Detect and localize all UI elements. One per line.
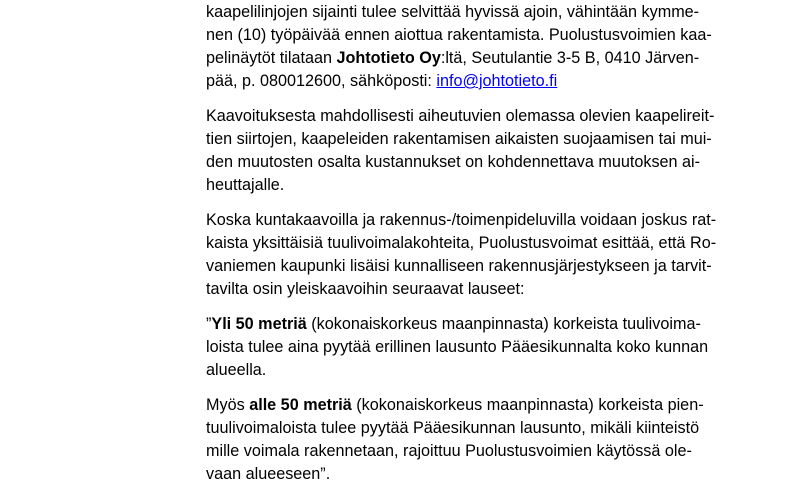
emphasis-over-50m: Yli 50 metriä (211, 315, 307, 333)
text-run: (kokonaiskorkeus maanpinnasta) korkeista tuulivoima- (306, 315, 701, 333)
text-run: (kokonaiskorkeus maanpinnasta) korkeista pien- (351, 396, 704, 414)
text-line (206, 47, 776, 70)
emphasis-under-50m: alle 50 metriä (249, 396, 352, 414)
text-line: alueella. (206, 361, 267, 379)
text-line (206, 313, 776, 336)
contact-text: pää, p. 080012600, sähköposti: (206, 72, 437, 90)
company-name: Johtotieto Oy (336, 49, 441, 67)
text-line: Koska kuntakaavoilla ja rakennus-/toimenpideluvilla voidaan joskus rat- (206, 211, 717, 229)
document-body (206, 1, 776, 498)
text-line (206, 70, 776, 93)
text-line: tien siirtojen, kaapeleiden rakentamisen aikaisten suojaamisen tai mui- (206, 130, 712, 148)
paragraph-cable-lines (206, 1, 776, 93)
text-line: vaan alueeseen”. (206, 465, 331, 483)
text-line: tuulivoimaloista tulee pyytää Pääesikunnan lausunto, mikäli kiinteistö (206, 419, 700, 437)
text-line: loista tulee aina pyytää erillinen lausunto Pääesikunnalta koko kunnan (206, 338, 709, 356)
paragraph-costs (206, 105, 776, 197)
text-line: heuttajalle. (206, 176, 285, 194)
text-line: den muutosten osalta kustannukset on kohdennettava muutoksen ai- (206, 153, 701, 171)
email-link[interactable]: info@johtotieto.fi (436, 72, 558, 90)
text-line: tavilta osin yleiskaavoihin seuraavat lauseet: (206, 280, 525, 298)
text-run: pelinäytöt tilataan (206, 49, 337, 67)
text-line: nen (10) työpäivää ennen aiottua rakentamista. Puolustusvoimien kaa- (206, 26, 712, 44)
paragraph-quote-over-50m (206, 313, 776, 382)
text-line: kaista yksittäisiä tuulivoimalakohteita, Puolustusvoimat esittää, että Ro- (206, 234, 717, 252)
address-text: :ltä, Seutulantie 3-5 B, 0410 Järven- (440, 49, 700, 67)
text-line: vaniemen kaupunki lisäisi kunnalliseen rakennusjärjestykseen ja tarvit- (206, 257, 712, 275)
paragraph-quote-under-50m (206, 394, 776, 486)
text-line (206, 394, 776, 417)
paragraph-wind-power-proposal (206, 209, 776, 301)
quote-mark: ” (206, 315, 212, 333)
text-line: mille voimala rakennetaan, rajoittuu Puolustusvoimien käytössä ole- (206, 442, 692, 460)
text-line: Kaavoituksesta mahdollisesti aiheutuvien olemassa olevien kaapelireit- (206, 107, 715, 125)
text-run: Myös (206, 396, 250, 414)
text-line: kaapelilinjojen sijainti tulee selvittää hyvissä ajoin, vähintään kymme- (206, 3, 700, 21)
